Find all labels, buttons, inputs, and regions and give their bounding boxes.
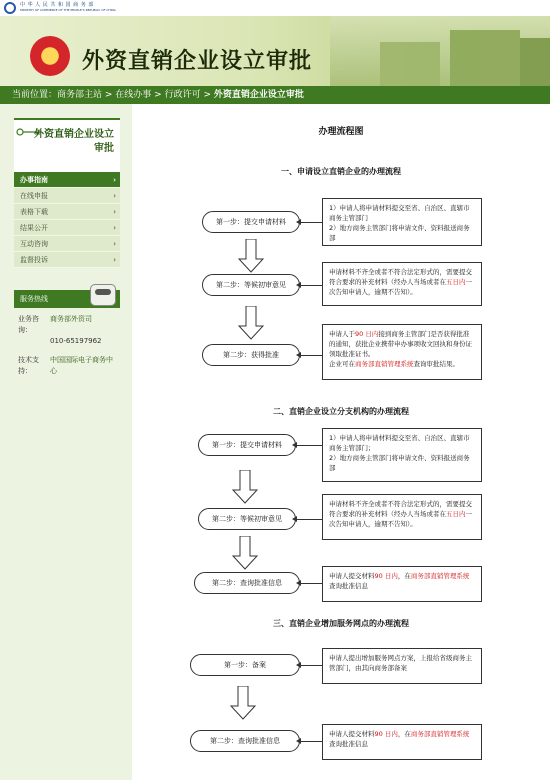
- connector-arrow: [300, 665, 322, 666]
- ministry-name-cn: 中 华 人 民 共 和 国 商 务 部: [20, 2, 94, 8]
- breadcrumb-separator: >: [200, 90, 214, 100]
- page-title: 外资直销企业设立审批: [82, 49, 313, 74]
- breadcrumb-separator: >: [151, 90, 165, 100]
- note-highlight: 五日内: [446, 510, 466, 518]
- chevron-right-icon: ›: [113, 176, 116, 184]
- section-1-title: 一、申请设立直销企业的办理流程: [281, 167, 401, 176]
- note-text: 申请人于: [329, 330, 355, 338]
- ministry-name-en: MINISTRY OF COMMERCE OF THE PEOPLE'S REPUBLIC OF CHINA: [20, 8, 116, 12]
- breadcrumb-current: 外资直销企业设立审批: [213, 90, 304, 100]
- service-hotline: [14, 290, 120, 383]
- sec2-note-review: [322, 494, 482, 540]
- note-text: 查询批准信息: [329, 582, 368, 590]
- note-text: ，在: [397, 730, 411, 738]
- hotline-body: [14, 308, 120, 383]
- note-text: 一次告知申请人，逾期不告知）。: [329, 510, 472, 528]
- sidebar-item-guide[interactable]: [14, 172, 120, 188]
- breadcrumb-link-home[interactable]: 商务部主站: [57, 90, 103, 100]
- connector-arrow: [300, 285, 322, 286]
- down-arrow-icon: [238, 239, 264, 273]
- sec2-note-submit: [322, 428, 482, 482]
- note-line: 1）申请人将申请材料提交至省、自治区、直辖市商务主管部门；: [329, 434, 470, 452]
- note-text: 接到商务主管部门是否获得批准的通知，获批企业携带申办事项收文回执和身份证领取批准证书。: [329, 330, 472, 358]
- sec2-note-query: [322, 566, 482, 602]
- note-text: 查询审批结果。: [413, 360, 459, 368]
- note-highlight: 90 日内: [355, 330, 379, 338]
- down-arrow-icon: [230, 686, 256, 720]
- national-emblem-icon: [30, 36, 70, 76]
- chevron-right-icon: ›: [113, 240, 116, 248]
- note-text: 企业可在: [329, 360, 355, 368]
- support-label: 技术支持：: [18, 356, 39, 375]
- note-highlight: 90 日内: [374, 730, 398, 738]
- hotline-title-bar: [14, 290, 120, 308]
- sec3-note-filing: 申请人提出增加服务网点方案，上报给省级商务主管部门，由其向商务部备案: [322, 648, 482, 684]
- sidebar-item-label: 互动咨询: [20, 240, 48, 248]
- banner: [0, 16, 550, 86]
- sidebar-title: 外资直销企业设立审批: [34, 129, 114, 154]
- sec2-step-submit: 第一步：提交申请材料: [198, 434, 296, 456]
- section-2-title: 二、直销企业设立分支机构的办理流程: [273, 407, 409, 416]
- note-text: ，在: [397, 572, 411, 580]
- note-text: 申请人提交材料: [329, 730, 375, 738]
- note-text: 申请材料不齐全或者不符合法定形式的，需要提交符合要求的补充材料（经办人当场或者在: [329, 268, 472, 286]
- consult-value: 商务部外资司: [50, 315, 92, 323]
- chevron-right-icon: ›: [113, 224, 116, 232]
- sec1-step-approved: 第二步：获得批准: [202, 344, 300, 366]
- sidebar-nav: [14, 118, 120, 268]
- main-content: [132, 104, 550, 780]
- banner-buildings-image: [330, 16, 550, 86]
- note-text: 申请人提交材料: [329, 572, 375, 580]
- down-arrow-icon: [238, 306, 264, 340]
- sidebar-item-label: 办事指南: [20, 176, 48, 184]
- direct-sales-system-link[interactable]: 商务部直销管理系统: [410, 572, 470, 580]
- note-text: 查询批准信息: [329, 740, 368, 748]
- chevron-right-icon: ›: [113, 192, 116, 200]
- connector-arrow: [296, 519, 322, 520]
- hotline-title: 服务热线: [20, 295, 48, 303]
- note-text: 申请材料不齐全或者不符合法定形式的，需要提交符合要求的补充材料（经办人当场或者在: [329, 500, 472, 518]
- flowchart-heading: 办理流程图: [318, 127, 364, 137]
- note-highlight: 五日内: [446, 278, 466, 286]
- sidebar-item-consult[interactable]: [14, 236, 120, 252]
- connector-arrow: [300, 222, 322, 223]
- connector-arrow: [300, 741, 322, 742]
- sec2-step-review: 第二步：等候初审意见: [198, 508, 296, 530]
- breadcrumb-link-license[interactable]: 行政许可: [164, 90, 201, 100]
- section-3-title: 三、直销企业增加服务网点的办理流程: [273, 619, 409, 628]
- sec1-note-review: [322, 262, 482, 306]
- sidebar-item-online-apply[interactable]: [14, 188, 120, 204]
- sidebar-item-forms-download[interactable]: [14, 204, 120, 220]
- connector-arrow: [300, 355, 322, 356]
- breadcrumb: [0, 86, 550, 104]
- sec1-step-review: 第二步：等候初审意见: [202, 274, 300, 296]
- support-value-link[interactable]: 中国国际电子商务中心: [50, 356, 113, 375]
- sec2-step-query: 第二步：查询批准信息: [194, 572, 300, 594]
- phone-icon: [90, 284, 116, 306]
- direct-sales-system-link[interactable]: 商务部直销管理系统: [355, 360, 414, 368]
- sidebar-item-complaint[interactable]: [14, 252, 120, 268]
- chevron-right-icon: ›: [113, 208, 116, 216]
- sidebar-item-label: 结果公开: [20, 224, 48, 232]
- hotline-phone: 010-65197962: [50, 337, 102, 345]
- sidebar-item-label: 监督投诉: [20, 256, 48, 264]
- down-arrow-icon: [232, 470, 258, 504]
- top-bar: [0, 0, 550, 16]
- connector-arrow: [296, 445, 322, 446]
- ministry-logo-icon: [4, 2, 16, 14]
- sec3-note-query: [322, 724, 482, 760]
- sidebar-title-bar: [14, 118, 120, 172]
- connector-arrow: [300, 583, 322, 584]
- sidebar-item-results[interactable]: [14, 220, 120, 236]
- breadcrumb-prefix: 当前位置：: [12, 90, 58, 100]
- sidebar-item-label: 在线申报: [20, 192, 48, 200]
- chevron-right-icon: ›: [113, 256, 116, 264]
- note-line: 2）地方商务主管部门将申请文件、资料报送商务部: [329, 224, 470, 242]
- note-text: 一次告知申请人，逾期不告知）。: [329, 278, 472, 296]
- breadcrumb-link-online[interactable]: 在线办事: [115, 90, 152, 100]
- sec3-step-filing: 第一步：备案: [190, 654, 300, 676]
- down-arrow-icon: [232, 536, 258, 570]
- sec1-step-submit: 第一步：提交申请材料: [202, 211, 300, 233]
- note-line: 1）申请人将申请材料提交至省、自治区、直辖市商务主管部门: [329, 204, 470, 222]
- breadcrumb-separator: >: [102, 90, 116, 100]
- note-highlight: 90 日内: [374, 572, 398, 580]
- sec1-note-submit: [322, 198, 482, 246]
- sidebar: [0, 104, 132, 780]
- sec1-note-approved: [322, 324, 482, 380]
- note-line: 2）地方商务主管部门将申请文件、资料报送商务部: [329, 454, 470, 472]
- sec3-step-query: 第二步：查询批准信息: [190, 730, 300, 752]
- sidebar-item-label: 表格下载: [20, 208, 48, 216]
- direct-sales-system-link[interactable]: 商务部直销管理系统: [410, 730, 470, 738]
- consult-label: 业务咨询：: [18, 315, 39, 334]
